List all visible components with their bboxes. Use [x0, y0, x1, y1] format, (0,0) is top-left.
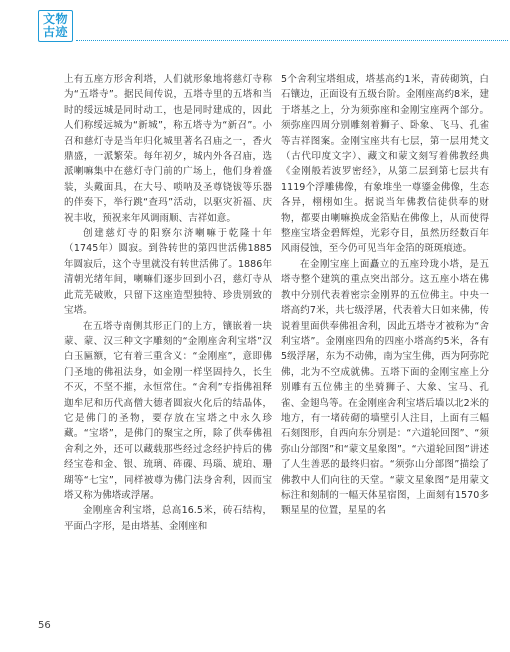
paragraph: 金刚座舍利宝塔，总高16.5米，砖石结构，平面凸字形，是由塔基、金刚座和 [64, 505, 272, 532]
paragraph: 上有五座方形舍利塔，人们就形象地将慈灯寺称为“五塔寺”。据民间传说，五塔寺里的五塔和当时的绥远城是同时动工，也是同时建成的，因此人们称绥远城为“新城”，称五塔寺为“新召”。小召和慈灯寺是当年归化城里著名召庙之一，香火鼎盛，一派繁荣。每年初夕，城内外各召庙，选派喇嘛集中在慈灯寺门前的广场上，他们身着盛装，头戴面具，在大号、唢呐及圣尊铙钹等乐器的伴奏下，举行跳“查玛”活动，以驱灾祈福、庆祝丰收，预祝来年风调雨顺、吉祥如意。 [64, 74, 272, 224]
badge-line-1: 文物 [42, 12, 68, 26]
section-badge [38, 10, 73, 42]
page-number: 56 [38, 620, 51, 631]
header-dotted-rule [76, 40, 508, 41]
left-column [64, 72, 272, 612]
paragraph: 创建慈灯寺的阳察尔济喇嘛于乾隆十年（1745年）圆寂。到咎转世的第四世活佛1885年圆寂后，这个寺里就没有转世活佛了。1886年清朝光绪年间，喇嘛们逐步回到小召，慈灯寺从此荒芜破败，只留下这座造型独特、珍贵别致的宝塔。 [64, 228, 272, 317]
badge-line-2: 古迹 [42, 25, 68, 39]
paragraph: 5个舍利宝塔组成，塔基高约1米，青砖砌筑，白石镶边，正面设有五级台阶。金刚座高约8米，建于塔基之上，分为须弥座和金刚宝座两个部分。须弥座四周分别雕刻着狮子、卧象、飞马、孔雀等吉祥图案。金刚宝座共有七层，第一层用梵文（古代印度文字）、藏文和蒙文刻写着佛教经典《金刚般若波罗密经》，从第二层到第七层共有1119个浮雕佛像，有象堆坐一尊鎏金佛像，生态各异，栩栩如生。据说当年佛教信徒供奉的财物，都要由喇嘛换成金箔贴在佛像上，从而使得整座宝塔金碧辉煌，光彩夺目，虽然历经数百年风雨侵蚀，至今仍可见当年金箔的斑斑痕迹。 [281, 74, 489, 255]
paragraph: 在金刚宝座上面矗立的五座玲珑小塔，是五塔寺整个建筑的重点突出部分。这五座小塔在佛教中分别代表着密宗金刚界的五位佛主。中央一塔高约7米，共七级浮屠，代表着大日如来佛，传说着里面供奉佛祖舍利，因此五塔寺才被称为“舍利宝塔”。金刚座四角的四座小塔高约5米，各有5级浮屠，东为不动佛，南为宝生佛，西为阿弥陀佛，北为不空成就佛。五塔下面的金刚宝座上分别雕有五位佛主的坐骑狮子、大象、宝马、孔雀、金翅鸟等。在金刚座舍利宝塔后墙以北2米的地方，有一堵砖砌的墙壁引人注目，上面有三幅石刻图形，自西向东分别是：“六道轮回图”、“须弥山分部图”和“蒙文星象图”。“六道轮回图”讲述了人生善恶的最终归宿。“须弥山分部图”描绘了佛教中人们向往的天堂。“蒙文星象图”是用蒙文标注和刻制的一幅天体星宿图，上面刻有1570多颗星星的位置，星星的名 [281, 258, 489, 517]
paragraph: 在五塔寺南侧其形正门的上方，镶嵌着一块蒙、蒙、汉三种文字雕刻的“金刚座舍利宝塔”汉白玉匾额，它有着三重含义：“金刚座”，意即佛门圣地的佛祖法身，如金刚一样坚固持久，长生不灭，不坚不摧，永恒常住。“舍利”专指佛祖释迦牟尼和历代高僧大德者圆寂火化后的结晶体，它是佛门的圣物，要存放在宝塔之中永久珍藏。“宝塔”，是佛门的聚宝之所，除了供奉佛祖舍利之外，还可以藏载那些经过念经护持后的佛经宝卷和金、银、琉璃、砗磲、玛瑙、琥珀、珊瑚等“七宝”，同样被尊为佛门法身舍利，因而宝塔又称为佛塔或浮屠。 [64, 320, 272, 501]
right-column [281, 72, 489, 612]
